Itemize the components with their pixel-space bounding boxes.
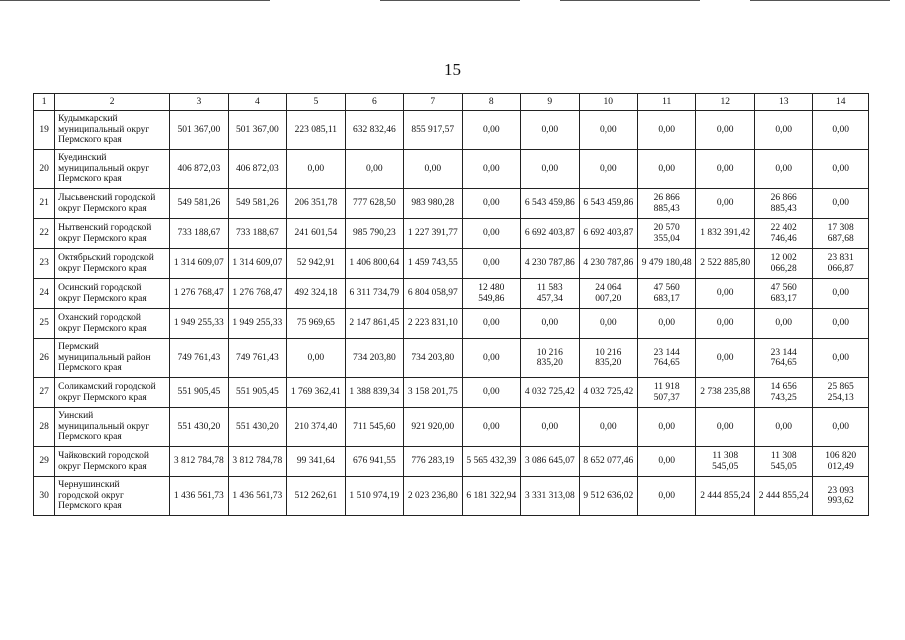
value-cell: 241 601,54 <box>287 219 345 249</box>
municipality-name-cell: Уинский муниципальный округ Пермского края <box>55 408 170 447</box>
value-cell: 0,00 <box>696 150 754 189</box>
value-cell: 733 188,67 <box>170 219 228 249</box>
value-cell: 206 351,78 <box>287 189 345 219</box>
value-cell: 0,00 <box>638 477 696 516</box>
top-border-line <box>750 0 890 1</box>
value-cell: 0,00 <box>813 408 869 447</box>
value-cell: 0,00 <box>813 189 869 219</box>
value-cell: 734 203,80 <box>345 339 403 378</box>
value-cell: 0,00 <box>462 378 520 408</box>
value-cell: 2 023 236,80 <box>404 477 462 516</box>
top-border-line <box>560 0 700 1</box>
value-cell: 17 308 687,68 <box>813 219 869 249</box>
value-cell: 749 761,43 <box>228 339 286 378</box>
value-cell: 4 032 725,42 <box>579 378 637 408</box>
value-cell: 1 314 609,07 <box>228 249 286 279</box>
municipality-name-cell: Осинский городской округ Пермского края <box>55 279 170 309</box>
header-cell: 4 <box>228 94 286 111</box>
row-number-cell: 23 <box>34 249 55 279</box>
value-cell: 2 444 855,24 <box>754 477 812 516</box>
value-cell: 632 832,46 <box>345 111 403 150</box>
value-cell: 24 064 007,20 <box>579 279 637 309</box>
value-cell: 4 230 787,86 <box>579 249 637 279</box>
value-cell: 0,00 <box>754 408 812 447</box>
value-cell: 406 872,03 <box>228 150 286 189</box>
row-number-cell: 22 <box>34 219 55 249</box>
row-number-cell: 30 <box>34 477 55 516</box>
header-cell: 10 <box>579 94 637 111</box>
value-cell: 1 227 391,77 <box>404 219 462 249</box>
table-row <box>34 447 869 477</box>
value-cell: 2 444 855,24 <box>696 477 754 516</box>
value-cell: 11 308 545,05 <box>696 447 754 477</box>
value-cell: 551 905,45 <box>170 378 228 408</box>
municipality-name-cell: Лысьвенский городской округ Пермского края <box>55 189 170 219</box>
table-row <box>34 249 869 279</box>
value-cell: 1 949 255,33 <box>228 309 286 339</box>
value-cell: 406 872,03 <box>170 150 228 189</box>
header-cell: 7 <box>404 94 462 111</box>
header-cell: 11 <box>638 94 696 111</box>
header-cell: 3 <box>170 94 228 111</box>
row-number-cell: 28 <box>34 408 55 447</box>
value-cell: 2 223 831,10 <box>404 309 462 339</box>
value-cell: 0,00 <box>462 219 520 249</box>
value-cell: 3 331 313,08 <box>521 477 579 516</box>
value-cell: 1 406 800,64 <box>345 249 403 279</box>
value-cell: 0,00 <box>521 150 579 189</box>
value-cell: 0,00 <box>345 150 403 189</box>
value-cell: 99 341,64 <box>287 447 345 477</box>
table-row <box>34 378 869 408</box>
value-cell: 3 812 784,78 <box>228 447 286 477</box>
value-cell: 0,00 <box>287 339 345 378</box>
value-cell: 0,00 <box>754 309 812 339</box>
value-cell: 711 545,60 <box>345 408 403 447</box>
value-cell: 3 086 645,07 <box>521 447 579 477</box>
value-cell: 777 628,50 <box>345 189 403 219</box>
value-cell: 0,00 <box>462 150 520 189</box>
value-cell: 1 388 839,34 <box>345 378 403 408</box>
value-cell: 10 216 835,20 <box>579 339 637 378</box>
value-cell: 9 479 180,48 <box>638 249 696 279</box>
value-cell: 3 158 201,75 <box>404 378 462 408</box>
table-row <box>34 279 869 309</box>
value-cell: 2 522 885,80 <box>696 249 754 279</box>
row-number-cell: 29 <box>34 447 55 477</box>
top-border-line <box>380 0 520 1</box>
value-cell: 11 918 507,37 <box>638 378 696 408</box>
value-cell: 0,00 <box>696 339 754 378</box>
table-row <box>34 111 869 150</box>
value-cell: 0,00 <box>579 111 637 150</box>
row-number-cell: 20 <box>34 150 55 189</box>
value-cell: 4 230 787,86 <box>521 249 579 279</box>
value-cell: 749 761,43 <box>170 339 228 378</box>
top-border-line <box>0 0 270 1</box>
row-number-cell: 26 <box>34 339 55 378</box>
value-cell: 3 812 784,78 <box>170 447 228 477</box>
value-cell: 1 276 768,47 <box>228 279 286 309</box>
value-cell: 0,00 <box>462 189 520 219</box>
value-cell: 2 147 861,45 <box>345 309 403 339</box>
value-cell: 1 459 743,55 <box>404 249 462 279</box>
value-cell: 1 769 362,41 <box>287 378 345 408</box>
value-cell: 921 920,00 <box>404 408 462 447</box>
municipality-name-cell: Куединский муниципальный округ Пермского края <box>55 150 170 189</box>
value-cell: 106 820 012,49 <box>813 447 869 477</box>
page-number: 15 <box>444 60 461 79</box>
value-cell: 47 560 683,17 <box>754 279 812 309</box>
value-cell: 25 865 254,13 <box>813 378 869 408</box>
value-cell: 512 262,61 <box>287 477 345 516</box>
value-cell: 985 790,23 <box>345 219 403 249</box>
value-cell: 0,00 <box>638 111 696 150</box>
header-cell: 5 <box>287 94 345 111</box>
table-row <box>34 219 869 249</box>
header-cell: 6 <box>345 94 403 111</box>
value-cell: 210 374,40 <box>287 408 345 447</box>
value-cell: 0,00 <box>404 150 462 189</box>
value-cell: 1 314 609,07 <box>170 249 228 279</box>
value-cell: 0,00 <box>813 111 869 150</box>
value-cell: 0,00 <box>579 309 637 339</box>
value-cell: 8 652 077,46 <box>579 447 637 477</box>
municipality-name-cell: Чайковский городской округ Пермского края <box>55 447 170 477</box>
value-cell: 223 085,11 <box>287 111 345 150</box>
header-cell: 8 <box>462 94 520 111</box>
value-cell: 9 512 636,02 <box>579 477 637 516</box>
value-cell: 11 583 457,34 <box>521 279 579 309</box>
value-cell: 733 188,67 <box>228 219 286 249</box>
value-cell: 551 430,20 <box>170 408 228 447</box>
value-cell: 14 656 743,25 <box>754 378 812 408</box>
value-cell: 1 510 974,19 <box>345 477 403 516</box>
value-cell: 4 032 725,42 <box>521 378 579 408</box>
row-number-cell: 25 <box>34 309 55 339</box>
value-cell: 0,00 <box>638 408 696 447</box>
value-cell: 23 831 066,87 <box>813 249 869 279</box>
value-cell: 549 581,26 <box>228 189 286 219</box>
value-cell: 492 324,18 <box>287 279 345 309</box>
value-cell: 551 905,45 <box>228 378 286 408</box>
value-cell: 6 804 058,97 <box>404 279 462 309</box>
value-cell: 22 402 746,46 <box>754 219 812 249</box>
value-cell: 0,00 <box>462 408 520 447</box>
value-cell: 0,00 <box>696 408 754 447</box>
value-cell: 23 144 764,65 <box>638 339 696 378</box>
value-cell: 549 581,26 <box>170 189 228 219</box>
value-cell: 551 430,20 <box>228 408 286 447</box>
value-cell: 0,00 <box>813 150 869 189</box>
header-cell: 12 <box>696 94 754 111</box>
value-cell: 0,00 <box>696 279 754 309</box>
value-cell: 26 866 885,43 <box>754 189 812 219</box>
value-cell: 0,00 <box>696 189 754 219</box>
value-cell: 1 436 561,73 <box>228 477 286 516</box>
table-row <box>34 150 869 189</box>
value-cell: 2 738 235,88 <box>696 378 754 408</box>
value-cell: 0,00 <box>754 150 812 189</box>
value-cell: 11 308 545,05 <box>754 447 812 477</box>
table-row <box>34 309 869 339</box>
value-cell: 0,00 <box>638 150 696 189</box>
table-row <box>34 339 869 378</box>
value-cell: 6 692 403,87 <box>521 219 579 249</box>
value-cell: 1 949 255,33 <box>170 309 228 339</box>
value-cell: 0,00 <box>521 309 579 339</box>
value-cell: 12 002 066,28 <box>754 249 812 279</box>
header-cell: 14 <box>813 94 869 111</box>
value-cell: 0,00 <box>813 309 869 339</box>
municipality-name-cell: Пермский муниципальный район Пермского края <box>55 339 170 378</box>
value-cell: 0,00 <box>579 150 637 189</box>
header-row <box>34 94 869 111</box>
value-cell: 0,00 <box>462 111 520 150</box>
value-cell: 52 942,91 <box>287 249 345 279</box>
value-cell: 0,00 <box>462 249 520 279</box>
row-number-cell: 24 <box>34 279 55 309</box>
value-cell: 501 367,00 <box>170 111 228 150</box>
value-cell: 0,00 <box>521 111 579 150</box>
value-cell: 6 543 459,86 <box>521 189 579 219</box>
value-cell: 0,00 <box>462 309 520 339</box>
value-cell: 0,00 <box>754 111 812 150</box>
municipality-name-cell: Соликамский городской округ Пермского края <box>55 378 170 408</box>
value-cell: 23 093 993,62 <box>813 477 869 516</box>
value-cell: 0,00 <box>813 339 869 378</box>
table-row <box>34 477 869 516</box>
data-table <box>33 93 869 516</box>
value-cell: 6 692 403,87 <box>579 219 637 249</box>
value-cell: 0,00 <box>696 309 754 339</box>
value-cell: 776 283,19 <box>404 447 462 477</box>
municipality-name-cell: Октябрьский городской округ Пермского края <box>55 249 170 279</box>
value-cell: 10 216 835,20 <box>521 339 579 378</box>
value-cell: 983 980,28 <box>404 189 462 219</box>
value-cell: 75 969,65 <box>287 309 345 339</box>
value-cell: 47 560 683,17 <box>638 279 696 309</box>
value-cell: 501 367,00 <box>228 111 286 150</box>
municipality-name-cell: Кудымкарский муниципальный округ Пермского края <box>55 111 170 150</box>
value-cell: 0,00 <box>462 339 520 378</box>
value-cell: 6 543 459,86 <box>579 189 637 219</box>
value-cell: 12 480 549,86 <box>462 279 520 309</box>
value-cell: 1 436 561,73 <box>170 477 228 516</box>
row-number-cell: 19 <box>34 111 55 150</box>
value-cell: 0,00 <box>287 150 345 189</box>
municipality-name-cell: Нытвенский городской округ Пермского края <box>55 219 170 249</box>
value-cell: 26 866 885,43 <box>638 189 696 219</box>
value-cell: 855 917,57 <box>404 111 462 150</box>
municipality-name-cell: Чернушинский городской округ Пермского края <box>55 477 170 516</box>
value-cell: 6 311 734,79 <box>345 279 403 309</box>
header-cell: 1 <box>34 94 55 111</box>
value-cell: 0,00 <box>521 408 579 447</box>
value-cell: 6 181 322,94 <box>462 477 520 516</box>
value-cell: 5 565 432,39 <box>462 447 520 477</box>
value-cell: 23 144 764,65 <box>754 339 812 378</box>
header-cell: 2 <box>55 94 170 111</box>
value-cell: 0,00 <box>579 408 637 447</box>
value-cell: 0,00 <box>696 111 754 150</box>
row-number-cell: 21 <box>34 189 55 219</box>
value-cell: 0,00 <box>813 279 869 309</box>
value-cell: 20 570 355,04 <box>638 219 696 249</box>
table-row <box>34 408 869 447</box>
value-cell: 0,00 <box>638 309 696 339</box>
value-cell: 734 203,80 <box>404 339 462 378</box>
municipality-name-cell: Оханский городской округ Пермского края <box>55 309 170 339</box>
value-cell: 1 276 768,47 <box>170 279 228 309</box>
value-cell: 1 832 391,42 <box>696 219 754 249</box>
value-cell: 0,00 <box>638 447 696 477</box>
header-cell: 9 <box>521 94 579 111</box>
header-cell: 13 <box>754 94 812 111</box>
table-row <box>34 189 869 219</box>
value-cell: 676 941,55 <box>345 447 403 477</box>
row-number-cell: 27 <box>34 378 55 408</box>
